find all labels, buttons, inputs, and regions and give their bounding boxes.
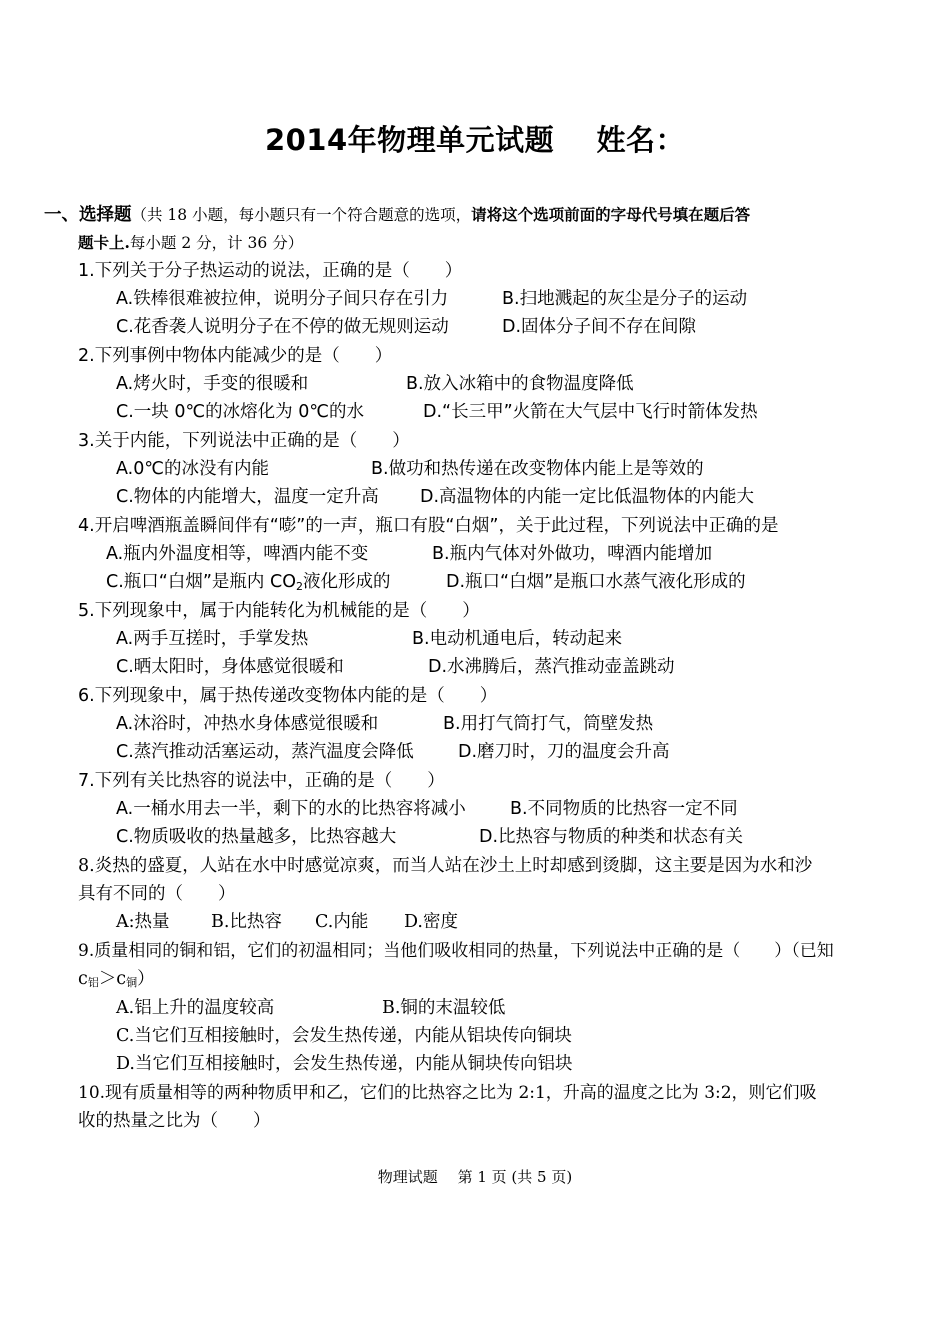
question-10-stem-2: 收的热量之比为（ ） [78,1111,271,1131]
closing-paren: ） [137,969,155,989]
question-4-option-d: D.瓶口“白烟”是瓶口水蒸气液化形成的 [446,572,746,592]
section-note-emphasis: 请将这个选项前面的字母代号填在题后答 [471,205,751,224]
question-7-option-c: C.物质吸收的热量越多，比热容越大 [116,827,397,847]
name-label: 姓名： [596,123,686,157]
question-4-option-a: A.瓶内外温度相等，啤酒内能不变 [106,544,369,564]
page-title [0,118,950,159]
greater-than-c: ＞c [98,969,127,989]
question-8-option-a: A:热量 [116,912,170,932]
copper-subscript: 铜 [126,976,138,989]
question-5-option-d: D.水沸腾后，蒸汽推动壶盖跳动 [428,657,675,677]
question-9-option-c: C.当它们互相接触时，会发生热传递，内能从铝块传向铜块 [116,1026,572,1046]
question-5-option-c: C.晒太阳时，身体感觉很暖和 [116,657,344,677]
question-2-option-d: D.“长三甲”火箭在大气层中飞行时箭体发热 [423,402,758,422]
exam-title: 2014年物理单元试题 [264,123,555,157]
page-footer: 物理试题 第 1 页 (共 5 页) [377,1168,573,1186]
question-7-option-b: B.不同物质的比热容一定不同 [510,799,738,819]
question-9-stem-2 [78,965,155,997]
section-heading-line-2 [78,229,303,257]
question-5-stem: 5.下列现象中，属于内能转化为机械能的是（ ） [78,601,480,621]
question-3-stem: 3.关于内能，下列说法中正确的是（ ） [78,431,410,451]
question-2-option-c: C.一块 0℃的冰熔化为 0℃的水 [116,402,364,422]
question-2-option-b: B.放入冰箱中的食物温度降低 [406,374,634,394]
section-note-close: 每小题 2 分，计 36 分） [129,234,304,252]
question-6-stem: 6.下列现象中，属于热传递改变物体内能的是（ ） [78,686,498,706]
question-3-option-d: D.高温物体的内能一定比低温物体的内能大 [420,487,755,507]
question-8-option-c: C.内能 [315,912,369,932]
question-9-option-d: D.当它们互相接触时，会发生热传递，内能从铜块传向铝块 [116,1054,573,1074]
question-1-option-d: D.固体分子间不存在间隙 [502,317,697,337]
question-4-stem: 4.开启啤酒瓶盖瞬间伴有“嘭”的一声，瓶口有股“白烟”，关于此过程，下列说法中正确的是 [78,516,779,536]
question-6-option-c: C.蒸汽推动活塞运动，蒸汽温度会降低 [116,742,414,762]
section-heading: 一、选择题 [44,205,132,225]
aluminum-subscript: 铝 [87,976,99,989]
question-4-option-c-text-end: 液化形成的 [302,572,391,592]
question-9-stem: 9.质量相同的铜和铝，它们的初温相同；当他们吸收相同的热量，下列说法中正确的是（ ）（已知 [78,941,834,961]
question-9-option-a: A.铝上升的温度较高 [116,998,275,1018]
question-9-option-b: B.铜的末温较低 [382,998,506,1018]
question-6-option-d: D.磨刀时，刀的温度会升高 [458,742,670,762]
question-6-option-a: A.沐浴时，冲热水身体感觉很暖和 [116,714,379,734]
question-4-option-c-text: C.瓶口“白烟”是瓶内 CO [106,572,296,592]
question-7-option-d: D.比热容与物质的种类和状态有关 [479,827,744,847]
question-8-option-d: D.密度 [404,912,458,932]
question-3-option-c: C.物体的内能增大，温度一定升高 [116,487,379,507]
section-note-emphasis-2: 题卡上. [78,233,130,252]
question-8-stem-2: 具有不同的（ ） [78,884,236,904]
question-8-option-b: B.比热容 [211,912,282,932]
question-4-option-b: B.瓶内气体对外做功，啤酒内能增加 [432,544,713,564]
co2-subscript: 2 [295,580,303,593]
question-1-option-b: B.扫地溅起的灰尘是分子的运动 [502,289,748,309]
question-7-stem: 7.下列有关比热容的说法中，正确的是（ ） [78,771,445,791]
question-1-stem: 1.下列关于分子热运动的说法，正确的是（ ） [78,261,463,281]
question-5-option-a: A.两手互搓时，手掌发热 [116,629,309,649]
question-8-stem: 8.炎热的盛夏，人站在水中时感觉凉爽，而当人站在沙土上时却感到烫脚，这主要是因为水和沙 [78,856,813,876]
section-heading-line [44,201,750,229]
question-2-option-a: A.烤火时，手变的很暖和 [116,374,309,394]
question-7-option-a: A.一桶水用去一半，剩下的水的比热容将减小 [116,799,466,819]
question-2-stem: 2.下列事例中物体内能减少的是（ ） [78,346,393,366]
question-6-option-b: B.用打气筒打气，筒壁发热 [443,714,654,734]
question-5-option-b: B.电动机通电后，转动起来 [412,629,623,649]
question-1-option-a: A.铁棒很难被拉伸，说明分子间只存在引力 [116,289,449,309]
question-10-stem: 10.现有质量相等的两种物质甲和乙，它们的比热容之比为 2:1，升高的温度之比为 3:2，则它们吸 [78,1083,817,1103]
section-note: （共 18 小题，每小题只有一个符合题意的选项， [131,206,472,224]
question-3-option-a: A.0℃的冰没有内能 [116,459,270,479]
question-1-option-c: C.花香袭人说明分子在不停的做无规则运动 [116,317,449,337]
question-3-option-b: B.做功和热传递在改变物体内能上是等效的 [371,459,704,479]
specific-heat-symbol: c [78,969,88,989]
